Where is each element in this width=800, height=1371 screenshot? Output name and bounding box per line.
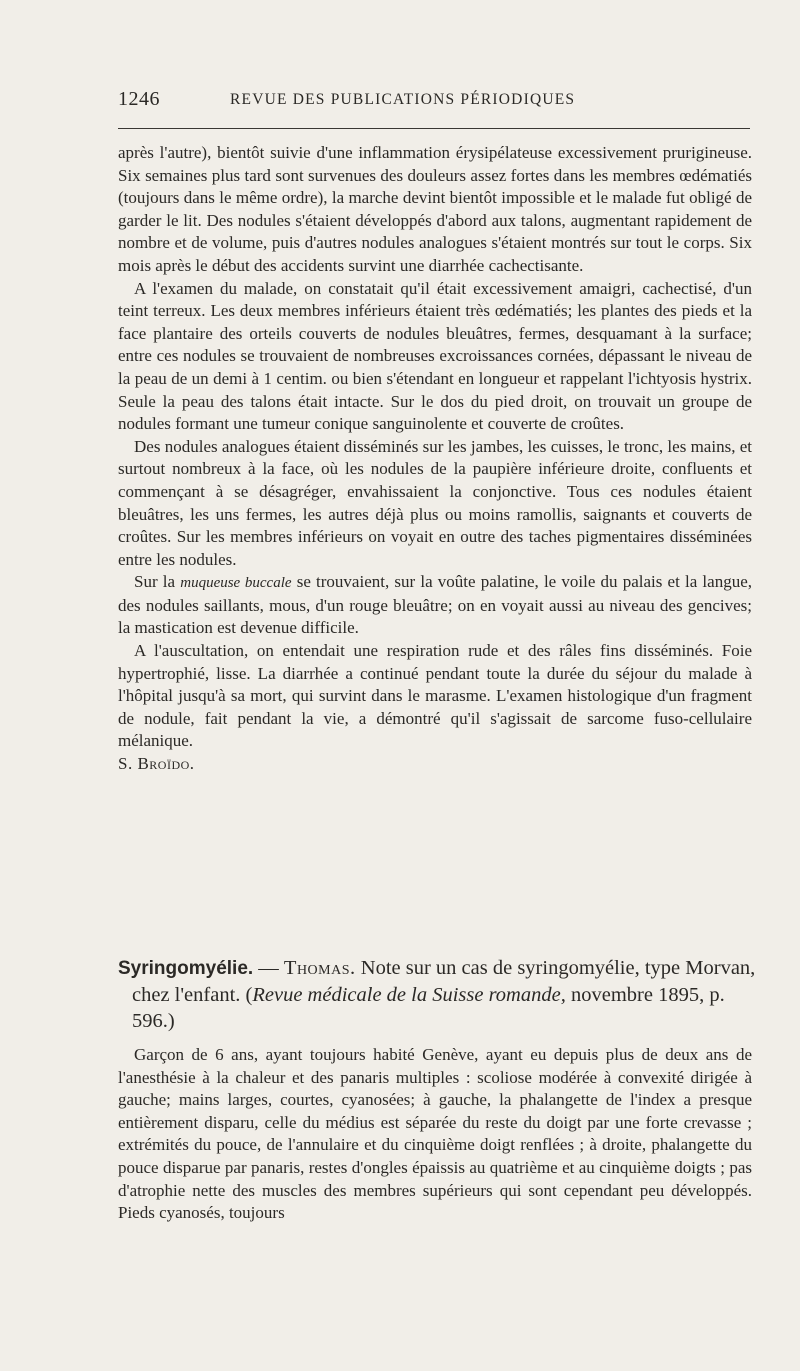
article-rubric: Syringomyélie. (118, 958, 254, 979)
paragraph-4-end: se trouvaient, sur la voûte palatine, le voile du palais et la langue, des nodules saillants, mous, d'un rouge bleuâtre; on en voyait aussi au niveau des gencives; la mastication est devenue difficile. (118, 572, 752, 638)
page-header (118, 88, 750, 118)
article-title-line (118, 955, 758, 1034)
journal-name: Revue médicale de la Suisse romande, (252, 984, 566, 1006)
heading-dash: — (253, 957, 284, 979)
paragraph-5: A l'auscultation, on entendait une respiration rude et des râles fins disséminés. Foie hypertrophié, lisse. La diarrhée a continué pendant toute la durée du séjour du malade à l'hôpital jusqu'à sa mort, qui survint dans le marasme. L'examen histologique d'un fragment de nodule, fait pendant la vie, a démontré qu'il s'agissait de sarcome fuso-cellulaire mélanique. (118, 641, 752, 751)
paragraph-4 (118, 571, 752, 640)
previous-article-body (118, 142, 752, 776)
article-citation: novembre 1895, p. 596.) (132, 984, 725, 1032)
article-author: Thomas. (283, 957, 356, 979)
paragraph-2: A l'examen du malade, on constatait qu'il était excessivement amaigri, cachectisé, d'un teint terreux. Les deux membres inférieurs étaient très œdématiés; les plantes des pieds et la face plantaire des orteils couverts de nodules bleuâtres, fermes, desquamant à la surface; entre ces nodules se trouvaient de nombreuses excroissances cornées, dépassant le niveau de la peau de un demi à 1 centim. ou bien s'étendant en longueur et rappelant l'ichtyosis hystrix. Seule la peau des talons était intacte. Sur le dos du pied droit, on trouvait un groupe de nodules formant une tumeur conique sanguinolente et couverte de croûtes. (118, 278, 752, 434)
page-number: 1246 (118, 88, 160, 110)
author-signature: S. Broïdo. (118, 754, 195, 774)
paragraph-4-start: Sur la (134, 572, 181, 592)
running-title: REVUE DES PUBLICATIONS PÉRIODIQUES (230, 91, 576, 108)
paragraph-4-italic: muqueuse buccale (180, 575, 292, 592)
article-paragraph: Garçon de 6 ans, ayant toujours habité Genève, ayant eu depuis plus de deux ans de l'anesthésie à la chaleur et des panaris multiples : scoliose modérée à convexité dirigée à gauche; mains larges, courtes, cyanosées; à gauche, la phalangette de l'index a presque entièrement disparu, celle du médius est séparée du reste du doigt par une forte crevasse ; extrémités du pouce, de l'annulaire et du cinquième doigt renflées ; à droite, phalangette du pouce disparue par panaris, restes d'ongles épaissis au quatrième et au cinquième doigts ; pas d'atrophie nette des muscles des membres supérieurs qui sont cependant peu développés. Pieds cyanosés, toujours (118, 1045, 752, 1223)
header-rule (118, 128, 750, 129)
paragraph-3: Des nodules analogues étaient disséminés sur les jambes, les cuisses, le tronc, les mains, et surtout nombreux à la face, où les nodules de la paupière inférieure droite, confluents et commençant à se désagréger, envahissaient la conjonctive. Tous ces nodules étaient bleuâtres, les uns fermes, les autres déjà plus ou moins ramollis, saignants et couverts de croûtes. Sur les membres inférieurs on voyait en outre des taches pigmentaires disséminées entre les nodules. (118, 436, 752, 569)
article-heading (118, 955, 758, 1034)
article-title: Note sur un cas de syringomyélie, type Morvan, chez l'enfant. ( (132, 957, 756, 1006)
paragraph-1: après l'autre), bientôt suivie d'une inflammation érysipélateuse excessivement prurigineuse. Six semaines plus tard sont survenues des douleurs assez fortes dans les membres œdématiés (toujours dans le même ordre), la marche devint bientôt impossible et le malade fut obligé de garder le lit. Des nodules s'étaient développés d'abord aux talons, augmentant rapidement de nombre et de volume, puis d'autres nodules analogues s'étaient montrés sur tout le corps. Six mois après le début des accidents survint une diarrhée cachectisante. (118, 143, 752, 275)
article-body (118, 1044, 752, 1225)
